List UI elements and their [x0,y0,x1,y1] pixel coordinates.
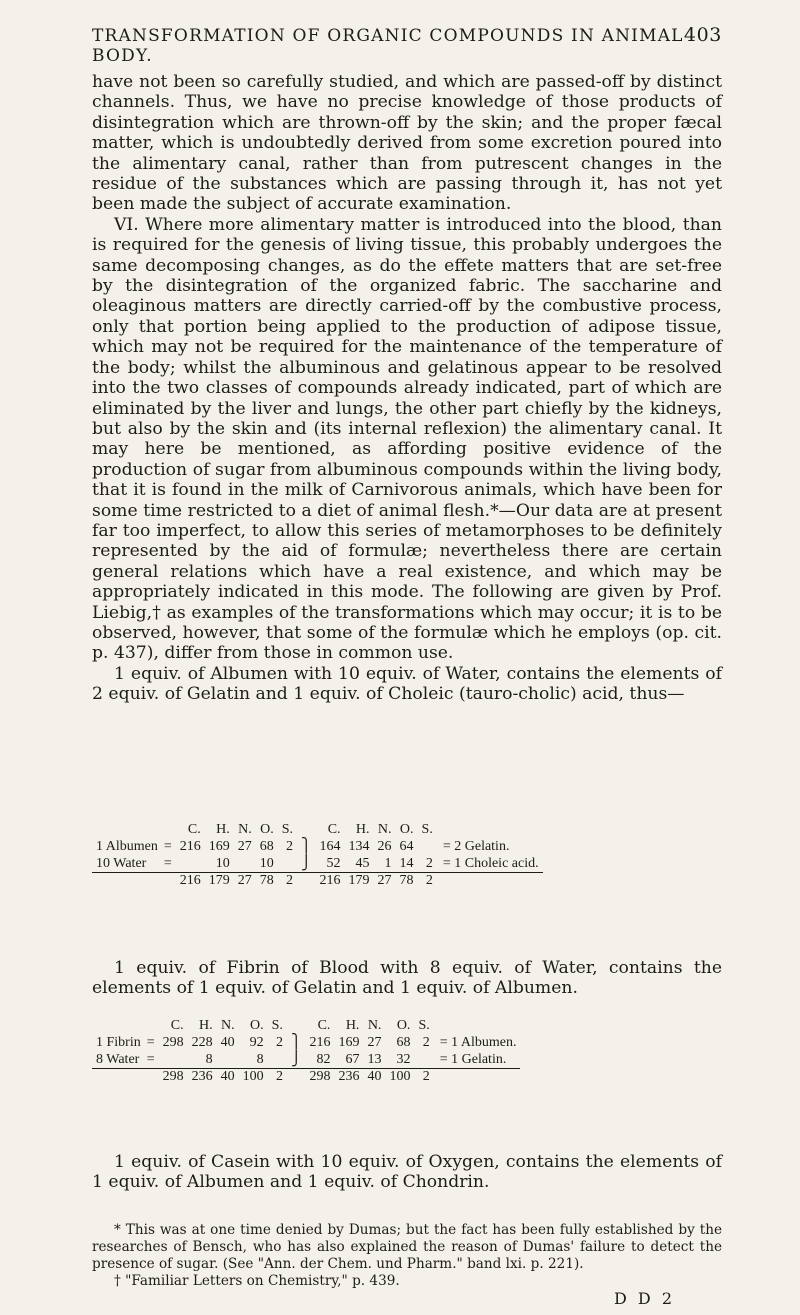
table-cell [160,822,176,838]
total-cell: 40 [217,1069,239,1086]
total-cell: 27 [234,873,256,890]
equals-sign: = [146,1051,155,1067]
table-cell [297,822,316,838]
equation-table [92,1018,520,1085]
value-cell [159,1051,188,1069]
element-header: C. [170,1018,184,1033]
table-cell [143,1069,159,1086]
value-cell: 27 [367,1034,382,1050]
table-cell [437,873,543,890]
brace-glyph: ⎫ [301,839,312,854]
equation-table [92,822,543,889]
value-cell: 164 [319,838,341,854]
value-cell [268,1051,287,1069]
value-cell [414,1051,433,1069]
table-cell [143,1018,159,1034]
element-header: N. [377,822,392,837]
total-cell: 78 [256,873,278,890]
table-row [92,1034,520,1051]
element-header: S. [421,822,433,837]
value-cell: 27 [237,838,252,854]
element-header: O. [250,1018,264,1033]
total-cell: 27 [374,873,396,890]
element-header: C. [327,822,341,837]
value-cell [278,855,297,873]
value-cell: 92 [249,1034,264,1050]
footnote-2: † "Familiar Letters on Chemistry," p. 439. [114,1273,400,1289]
brace-glyph: ⎭ [301,856,312,871]
value-cell: 169 [208,838,230,854]
compound-label: 1 Albumen [96,838,158,854]
signature-mark: D D 2 [614,1289,676,1308]
value-cell [176,855,205,873]
product-label: = 2 Gelatin. [442,838,510,854]
table-cell [92,873,160,890]
table-cell [287,1069,306,1086]
total-cell: 2 [418,873,437,890]
table-cell [434,1069,521,1086]
value-cell: 45 [355,855,370,871]
value-cell: 64 [399,838,414,854]
total-cell: 216 [316,873,345,890]
total-cell: 298 [159,1069,188,1086]
product-label: = 1 Gelatin. [439,1051,507,1067]
value-cell: 14 [399,855,414,871]
value-cell: 216 [309,1034,331,1050]
table-cell [297,873,316,890]
table-row [92,838,543,855]
value-cell: 2 [286,838,294,854]
value-cell: 2 [425,855,433,871]
total-cell: 40 [363,1069,385,1086]
value-cell: 40 [220,1034,235,1050]
value-cell: 67 [345,1051,360,1067]
footnotes [92,1222,722,1290]
equation-fibrin [92,1018,520,1085]
value-cell: 2 [275,1034,283,1050]
table-row [92,873,543,890]
table-cell [437,822,543,838]
value-cell: 13 [367,1051,382,1067]
value-cell [234,855,256,873]
value-cell: 298 [162,1034,184,1050]
value-cell: 216 [179,838,201,854]
value-cell: 134 [348,838,370,854]
value-cell: 8 [256,1051,264,1067]
compound-label: 8 Water [96,1051,140,1067]
total-cell: 78 [396,873,418,890]
equals-sign: = [146,1034,155,1050]
element-header: H. [355,822,370,837]
element-header: O. [260,822,274,837]
table-row [92,1051,520,1069]
element-header: O. [399,822,414,837]
element-header: H. [216,822,230,837]
equals-sign: = [163,838,172,854]
compound-label: 10 Water [96,855,147,871]
running-title: TRANSFORMATION OF ORGANIC COMPOUNDS IN ANIMAL BODY. [92,26,684,66]
table-cell [160,873,176,890]
value-cell: 82 [316,1051,331,1067]
value-cell: 228 [191,1034,213,1050]
total-cell: 2 [268,1069,287,1086]
value-cell: 68 [396,1034,411,1050]
element-header: N. [367,1018,382,1033]
element-header: C. [187,822,201,837]
paragraph-fibrin: 1 equiv. of Fibrin of Blood with 8 equiv. of Water, contains the elements of 1 equiv. of Gelatin and 1 equiv. of Albumen. [92,958,722,999]
paragraph-casein-wrap [92,1152,722,1193]
table-cell [92,822,160,838]
element-header: S. [281,822,294,837]
value-cell: 26 [377,838,392,854]
value-cell: 10 [259,855,274,871]
brace-glyph: ⎭ [290,1052,302,1067]
total-cell: 236 [188,1069,217,1086]
element-header: H. [345,1018,360,1033]
table-cell [92,1069,143,1086]
total-cell: 2 [278,873,297,890]
value-cell: 169 [338,1034,360,1050]
main-text [92,72,722,705]
compound-label: 1 Fibrin [96,1034,141,1050]
paragraph-2: VI. Where more alimentary matter is introduced into the blood, than is required for the genesis of living tissue, this probably undergoes the same decomposing changes, as do the effete matters that are set-free by the disintegration of the organized fabric. The saccharine and oleaginous matters are directly carried-off by the combustive process, only that portion being applied to the production of adipose tissue, which may not be required for the maintenance of the temperature of the body; whilst the albuminous and gelatinous appear to be resolved into the two classes of compounds already indicated, part of which are eliminated by the liver and lungs, the other part chiefly by the kidneys, but also by the skin and (its internal reflexion) the alimentary canal. It may here be mentioned, as affording positive evidence of the production of sugar from albuminous compounds within the living body, that it is found in the milk of Carnivorous animals, which have been for some time restricted to a diet of animal flesh.*—Our data are at present far too imperfect, to allow this series of metamorphoses to be definitely represented by the aid of formulæ; nevertheless there are certain general relations which have a real existence, and which may be appropriately indicated in this mode. The following are given by Prof. Liebig,† as examples of the transformations which may occur; it is to be observed, however, that some of the formulæ which he employs (op. cit. p. 437), differ from those in common use. [92,214,722,664]
footnote-1: * This was at one time denied by Dumas; but the fact has been fully established by the researches of Bensch, who has also explained the reason of Dumas' failure to detect the presence of sugar. (See "Ann. der Chem. und Pharm." band lxi. p. 221). [92,1222,722,1272]
total-cell: 236 [334,1069,363,1086]
value-cell: 10 [215,855,230,871]
total-cell: 100 [385,1069,414,1086]
total-cell: 2 [414,1069,433,1086]
equals-sign: = [163,855,172,871]
total-cell: 298 [305,1069,334,1086]
value-cell: 1 [384,855,392,871]
table-row [92,1018,520,1034]
total-cell: 179 [205,873,234,890]
paragraph-1: have not been so carefully studied, and which are passed-off by distinct channels. Thus, we have no precise knowledge of those products of disintegration which are thrown-off by the skin; and the proper fæcal matter, which is undoubtedly derived from some excretion poured into the alimentary canal, rather than from putrescent changes in the residue of the substances which are passing through it, has not yet been made the subject of accurate examination. [92,72,722,215]
value-cell [418,838,437,855]
table-cell [434,1018,521,1034]
element-header: C. [317,1018,331,1033]
element-header: N. [238,822,252,837]
table-row [92,822,543,838]
element-header: N. [221,1018,235,1033]
product-label: = 1 Choleic acid. [442,855,539,871]
element-header: S. [271,1018,283,1033]
total-cell: 100 [239,1069,268,1086]
total-cell: 179 [345,873,374,890]
table-row [92,855,543,873]
product-label: = 1 Albumen. [439,1034,517,1050]
paragraph-3: 1 equiv. of Albumen with 10 equiv. of Water, contains the elements of 2 equiv. of Gelatin and 1 equiv. of Choleic (tauro-cholic) acid, thus— [92,663,722,705]
paragraph-fibrin-wrap [92,958,722,999]
value-cell: 32 [396,1051,411,1067]
paragraph-casein: 1 equiv. of Casein with 10 equiv. of Oxygen, contains the elements of 1 equiv. of Albumen and 1 equiv. of Chondrin. [92,1152,722,1193]
table-cell [287,1018,306,1034]
value-cell: 8 [205,1051,213,1067]
total-cell: 216 [176,873,205,890]
page-number: 403 [683,24,722,46]
brace-glyph: ⎫ [290,1035,302,1050]
value-cell: 68 [259,838,274,854]
equation-albumen [92,822,543,889]
table-cell [92,1018,143,1034]
table-row [92,1069,520,1086]
value-cell [217,1051,239,1069]
element-header: H. [199,1018,213,1033]
element-header: O. [396,1018,411,1033]
value-cell: 2 [422,1034,430,1050]
value-cell: 52 [326,855,341,871]
element-header: S. [418,1018,430,1033]
running-header [92,24,722,66]
